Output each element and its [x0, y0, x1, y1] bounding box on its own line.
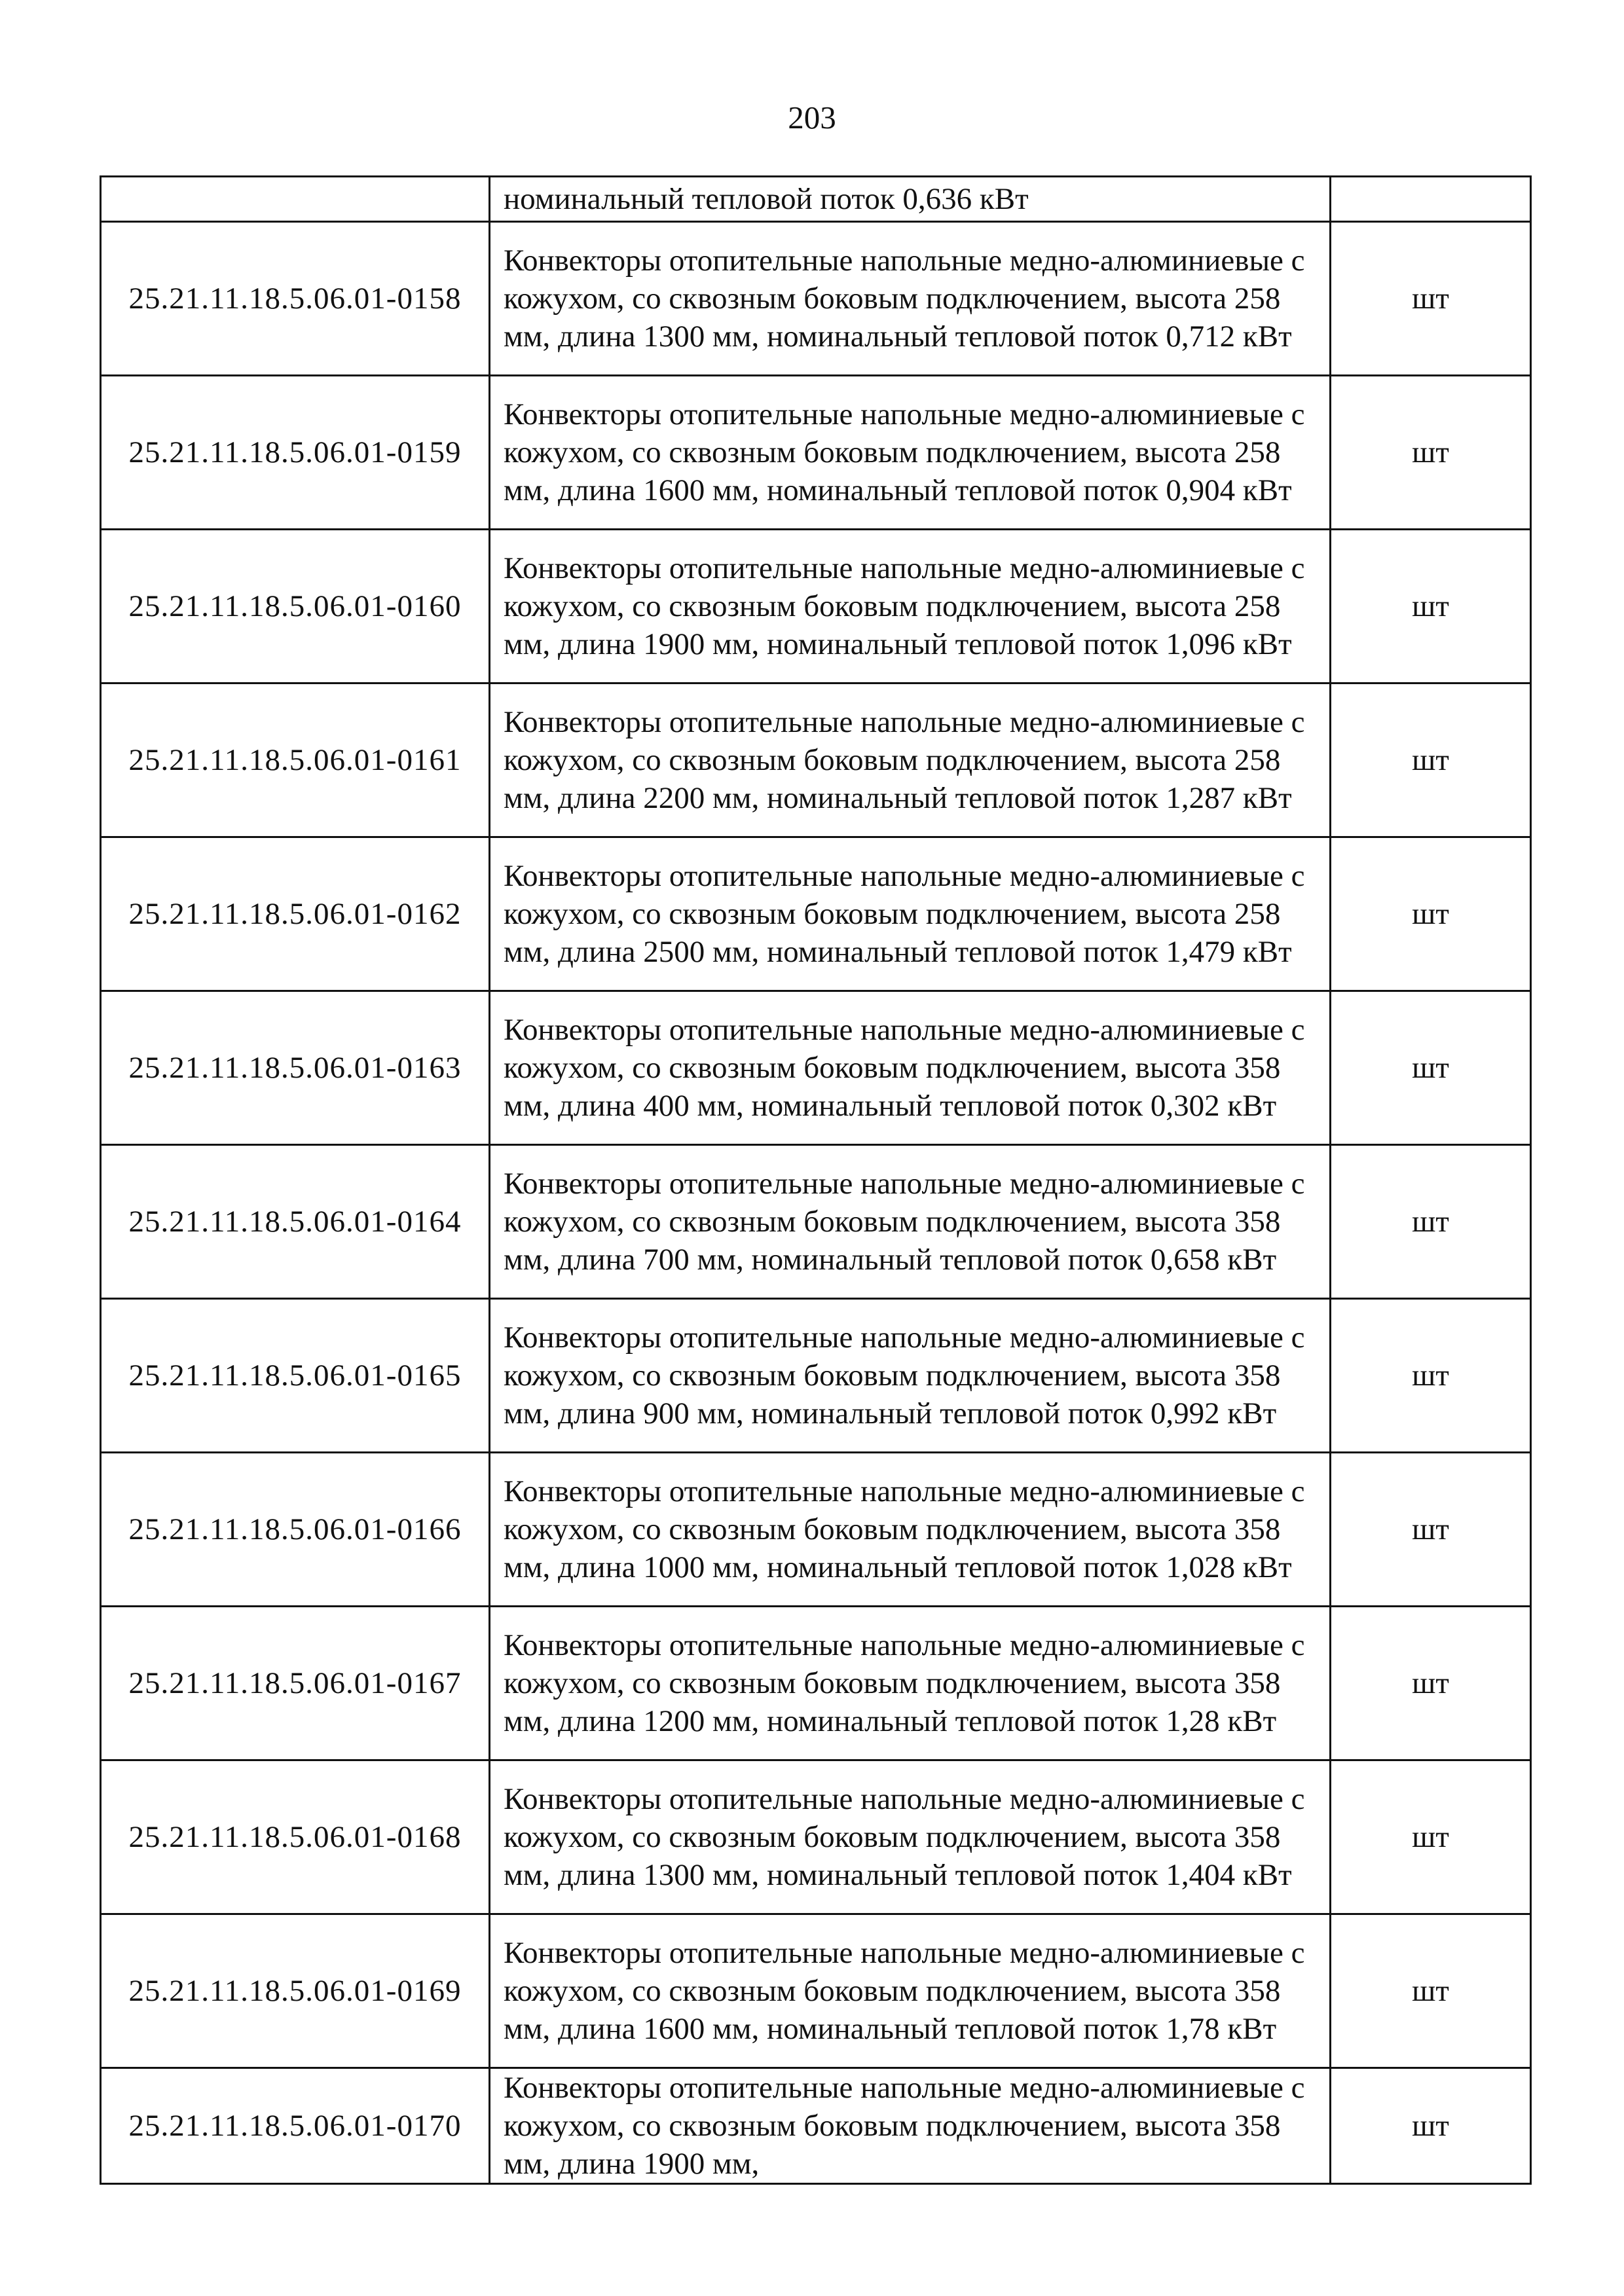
code-cell: 25.21.11.18.5.06.01-0170 [101, 2068, 490, 2184]
code-cell: 25.21.11.18.5.06.01-0164 [101, 1145, 490, 1299]
unit-cell: шт [1331, 376, 1531, 530]
code-cell: 25.21.11.18.5.06.01-0158 [101, 222, 490, 376]
unit-cell: шт [1331, 1299, 1531, 1453]
table-row [101, 837, 1531, 991]
description-cell: Конвекторы отопительные напольные медно-алюминиевые с кожухом, со сквозным боковым подключением, высота 358 мм, длина 1900 мм, [490, 2068, 1331, 2184]
unit-cell: шт [1331, 1145, 1531, 1299]
unit-cell: шт [1331, 991, 1531, 1145]
description-cell: Конвекторы отопительные напольные медно-алюминиевые с кожухом, со сквозным боковым подключением, высота 258 мм, длина 1300 мм, номинальный тепловой поток 0,712 кВт [490, 222, 1331, 376]
table-row [101, 376, 1531, 530]
code-cell: 25.21.11.18.5.06.01-0160 [101, 530, 490, 683]
table-row [101, 530, 1531, 683]
code-cell: 25.21.11.18.5.06.01-0168 [101, 1760, 490, 1914]
description-cell: Конвекторы отопительные напольные медно-алюминиевые с кожухом, со сквозным боковым подключением, высота 258 мм, длина 1600 мм, номинальный тепловой поток 0,904 кВт [490, 376, 1331, 530]
unit-cell [1331, 177, 1531, 222]
description-cell: Конвекторы отопительные напольные медно-алюминиевые с кожухом, со сквозным боковым подключением, высота 358 мм, длина 1600 мм, номинальный тепловой поток 1,78 кВт [490, 1914, 1331, 2068]
table-row [101, 1453, 1531, 1607]
code-cell: 25.21.11.18.5.06.01-0169 [101, 1914, 490, 2068]
code-cell: 25.21.11.18.5.06.01-0163 [101, 991, 490, 1145]
table-row [101, 1299, 1531, 1453]
unit-cell: шт [1331, 1607, 1531, 1760]
code-cell: 25.21.11.18.5.06.01-0159 [101, 376, 490, 530]
resource-table [100, 175, 1532, 2185]
description-cell: Конвекторы отопительные напольные медно-алюминиевые с кожухом, со сквозным боковым подключением, высота 358 мм, длина 1300 мм, номинальный тепловой поток 1,404 кВт [490, 1760, 1331, 1914]
description-cell: Конвекторы отопительные напольные медно-алюминиевые с кожухом, со сквозным боковым подключением, высота 258 мм, длина 1900 мм, номинальный тепловой поток 1,096 кВт [490, 530, 1331, 683]
table-row [101, 1145, 1531, 1299]
code-cell: 25.21.11.18.5.06.01-0166 [101, 1453, 490, 1607]
description-cell: номинальный тепловой поток 0,636 кВт [490, 177, 1331, 222]
page-number: 203 [788, 100, 836, 136]
unit-cell: шт [1331, 2068, 1531, 2184]
unit-cell: шт [1331, 1760, 1531, 1914]
unit-cell: шт [1331, 837, 1531, 991]
unit-cell: шт [1331, 683, 1531, 837]
table-row [101, 1760, 1531, 1914]
unit-cell: шт [1331, 1914, 1531, 2068]
table-row [101, 683, 1531, 837]
description-cell: Конвекторы отопительные напольные медно-алюминиевые с кожухом, со сквозным боковым подключением, высота 358 мм, длина 700 мм, номинальный тепловой поток 0,658 кВт [490, 1145, 1331, 1299]
code-cell: 25.21.11.18.5.06.01-0167 [101, 1607, 490, 1760]
unit-cell: шт [1331, 530, 1531, 683]
description-cell: Конвекторы отопительные напольные медно-алюминиевые с кожухом, со сквозным боковым подключением, высота 258 мм, длина 2500 мм, номинальный тепловой поток 1,479 кВт [490, 837, 1331, 991]
code-cell: 25.21.11.18.5.06.01-0162 [101, 837, 490, 991]
unit-cell: шт [1331, 222, 1531, 376]
code-cell: 25.21.11.18.5.06.01-0161 [101, 683, 490, 837]
table-row-continuation [101, 177, 1531, 222]
table-row [101, 991, 1531, 1145]
table-row-truncated [101, 2068, 1531, 2184]
table-row [101, 222, 1531, 376]
table-row [101, 1607, 1531, 1760]
description-cell: Конвекторы отопительные напольные медно-алюминиевые с кожухом, со сквозным боковым подключением, высота 358 мм, длина 1200 мм, номинальный тепловой поток 1,28 кВт [490, 1607, 1331, 1760]
description-cell: Конвекторы отопительные напольные медно-алюминиевые с кожухом, со сквозным боковым подключением, высота 358 мм, длина 1000 мм, номинальный тепловой поток 1,028 кВт [490, 1453, 1331, 1607]
description-cell: Конвекторы отопительные напольные медно-алюминиевые с кожухом, со сквозным боковым подключением, высота 258 мм, длина 2200 мм, номинальный тепловой поток 1,287 кВт [490, 683, 1331, 837]
description-cell: Конвекторы отопительные напольные медно-алюминиевые с кожухом, со сквозным боковым подключением, высота 358 мм, длина 400 мм, номинальный тепловой поток 0,302 кВт [490, 991, 1331, 1145]
code-cell: 25.21.11.18.5.06.01-0165 [101, 1299, 490, 1453]
unit-cell: шт [1331, 1453, 1531, 1607]
table-row [101, 1914, 1531, 2068]
code-cell [101, 177, 490, 222]
description-cell: Конвекторы отопительные напольные медно-алюминиевые с кожухом, со сквозным боковым подключением, высота 358 мм, длина 900 мм, номинальный тепловой поток 0,992 кВт [490, 1299, 1331, 1453]
